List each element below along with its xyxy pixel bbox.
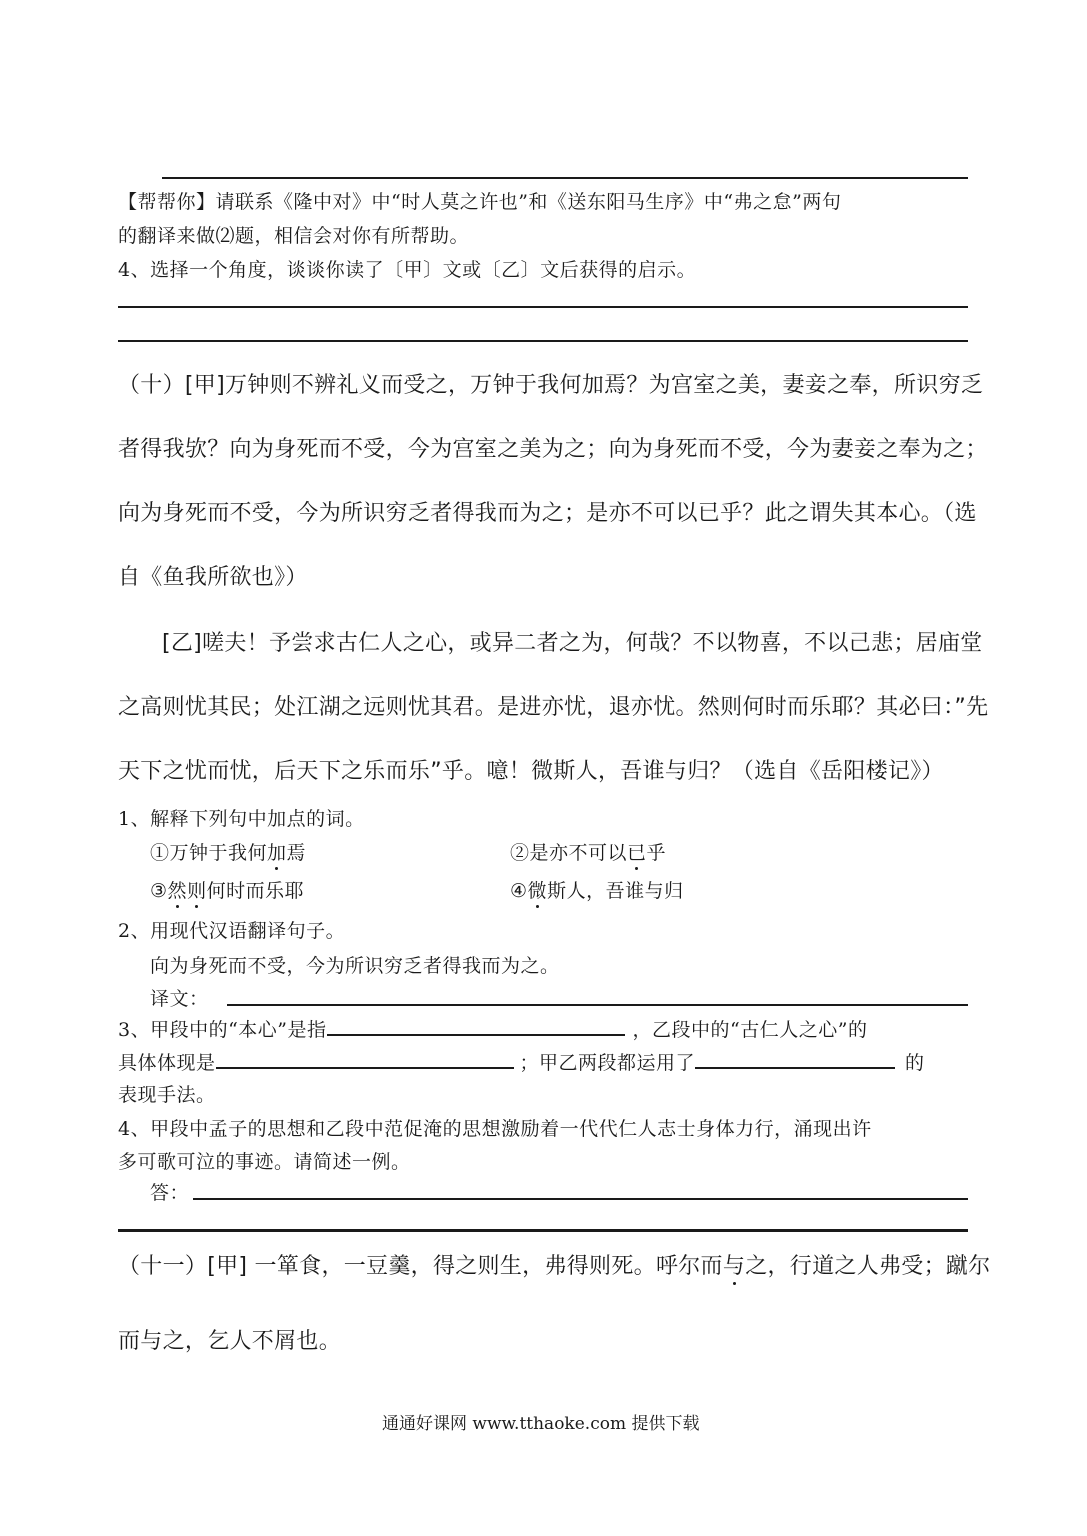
q3-blank-3[interactable] [695, 1049, 895, 1069]
item-d-suffix: 斯人，吾谁与归 [547, 880, 684, 902]
answer-line-2 [118, 340, 968, 342]
item-a-prefix: ①万钟于我何 [150, 842, 268, 864]
passage-jia-line4: 自《鱼我所欲也》） [118, 565, 308, 590]
item-c-suffix: 何时而乐耶 [206, 880, 305, 902]
question-2-sentence: 向为身死而不受，今为所识穷乏者得我而为之。 [150, 955, 560, 977]
q3-part-e: 的 [905, 1052, 925, 1074]
dotted-word-c2: 则 [187, 876, 207, 903]
question-1: 1、解释下列句中加点的词。 [118, 808, 365, 830]
question-4-top: 4、选择一个角度，谈谈你读了〔甲〕文或〔乙〕文后获得的启示。 [118, 259, 697, 281]
question-3-line2 [118, 1048, 925, 1075]
question-1-item-b [510, 838, 666, 865]
s11-part-b: 之，行道之人弗受；蹴尔 [745, 1254, 991, 1279]
item-b-suffix: 乎 [646, 842, 667, 864]
question-1-item-c [150, 876, 304, 903]
answer-line-1 [118, 306, 968, 308]
passage-yi-line1: [乙]嗟夫！予尝求古仁人之心，或异二者之为，何哉？不以物喜，不以己悲；居庙堂 [162, 631, 983, 656]
s11-dotted-word: 与 [723, 1249, 745, 1280]
passage-yi-line2: 之高则忧其民；处江湖之远则忧其君。是进亦忧，退亦忧。然则何时而乐耶？其必曰：”先 [118, 695, 989, 720]
passage-jia-line1: （十）[甲]万钟则不辨礼义而受之，万钟于我何加焉？为宫室之美，妻妾之奉，所识穷乏 [118, 373, 984, 398]
question-2-answer-label: 译文： [150, 988, 209, 1010]
q3-part-c: 具体体现是 [118, 1052, 216, 1074]
question-1-item-a [150, 838, 306, 865]
question-1-item-d [510, 876, 684, 903]
q3-blank-1[interactable] [327, 1016, 625, 1036]
q3-part-d: ；甲乙两段都运用了 [519, 1052, 696, 1074]
question-2-answer-line[interactable] [227, 1004, 968, 1006]
question-4-line1: 4、甲段中孟子的思想和乙段中范促淹的思想激励着一代代仁人志士身体力行，涌现出许 [118, 1118, 872, 1140]
question-4-answer-label: 答： [150, 1182, 190, 1204]
section11-line1 [118, 1249, 991, 1280]
section-divider [118, 1229, 968, 1232]
q3-part-b: ，乙段中的“古仁人之心”的 [632, 1019, 868, 1041]
dotted-word-a: 加 [267, 838, 287, 865]
question-4-answer-line[interactable] [193, 1198, 968, 1200]
passage-yi-line3: 天下之忧而忧，后天下之乐而乐”乎。噫！微斯人，吾谁与归？（选自《岳阳楼记》） [118, 759, 944, 784]
question-4-line2: 多可歌可泣的事迹。请简述一例。 [118, 1151, 411, 1173]
passage-jia-line3: 向为身死而不受，今为所识穷乏者得我而为之；是亦不可以已乎？此之谓失其本心。（选 [118, 501, 977, 526]
item-d-prefix: ④ [510, 880, 528, 902]
q3-part-a: 3、甲段中的“本心”是指 [118, 1019, 327, 1041]
answer-line-top [162, 177, 968, 179]
help-tip-line2: 的翻译来做⑵题，相信会对你有所帮助。 [118, 225, 470, 247]
dotted-word-b: 已 [627, 838, 647, 865]
item-a-suffix: 焉 [286, 842, 307, 864]
passage-jia-line2: 者得我欤？向为身死而不受，今为宫室之美为之；向为身死而不受，今为妻妾之奉为之； [118, 437, 988, 462]
item-c-prefix: ③ [150, 880, 168, 902]
item-b-prefix: ②是亦不可以 [510, 842, 628, 864]
question-2: 2、用现代汉语翻译句子。 [118, 920, 346, 942]
question-3-line3: 表现手法。 [118, 1084, 216, 1106]
section11-line2: 而与之，乞人不屑也。 [118, 1329, 342, 1354]
q3-blank-2[interactable] [216, 1049, 514, 1069]
question-3-line1 [118, 1015, 867, 1042]
dotted-word-c1: 然 [168, 876, 188, 903]
page-footer: 通通好课网 www.tthaoke.com 提供下载 [382, 1414, 700, 1434]
s11-part-a: （十一）[甲] 一箪食，一豆羹，得之则生，弗得则死。呼尔而 [118, 1254, 723, 1279]
help-tip-line1: 【帮帮你】请联系《隆中对》中“时人莫之许也”和《送东阳马生序》中“弗之怠”两句 [118, 191, 842, 213]
dotted-word-d: 微 [528, 876, 548, 903]
